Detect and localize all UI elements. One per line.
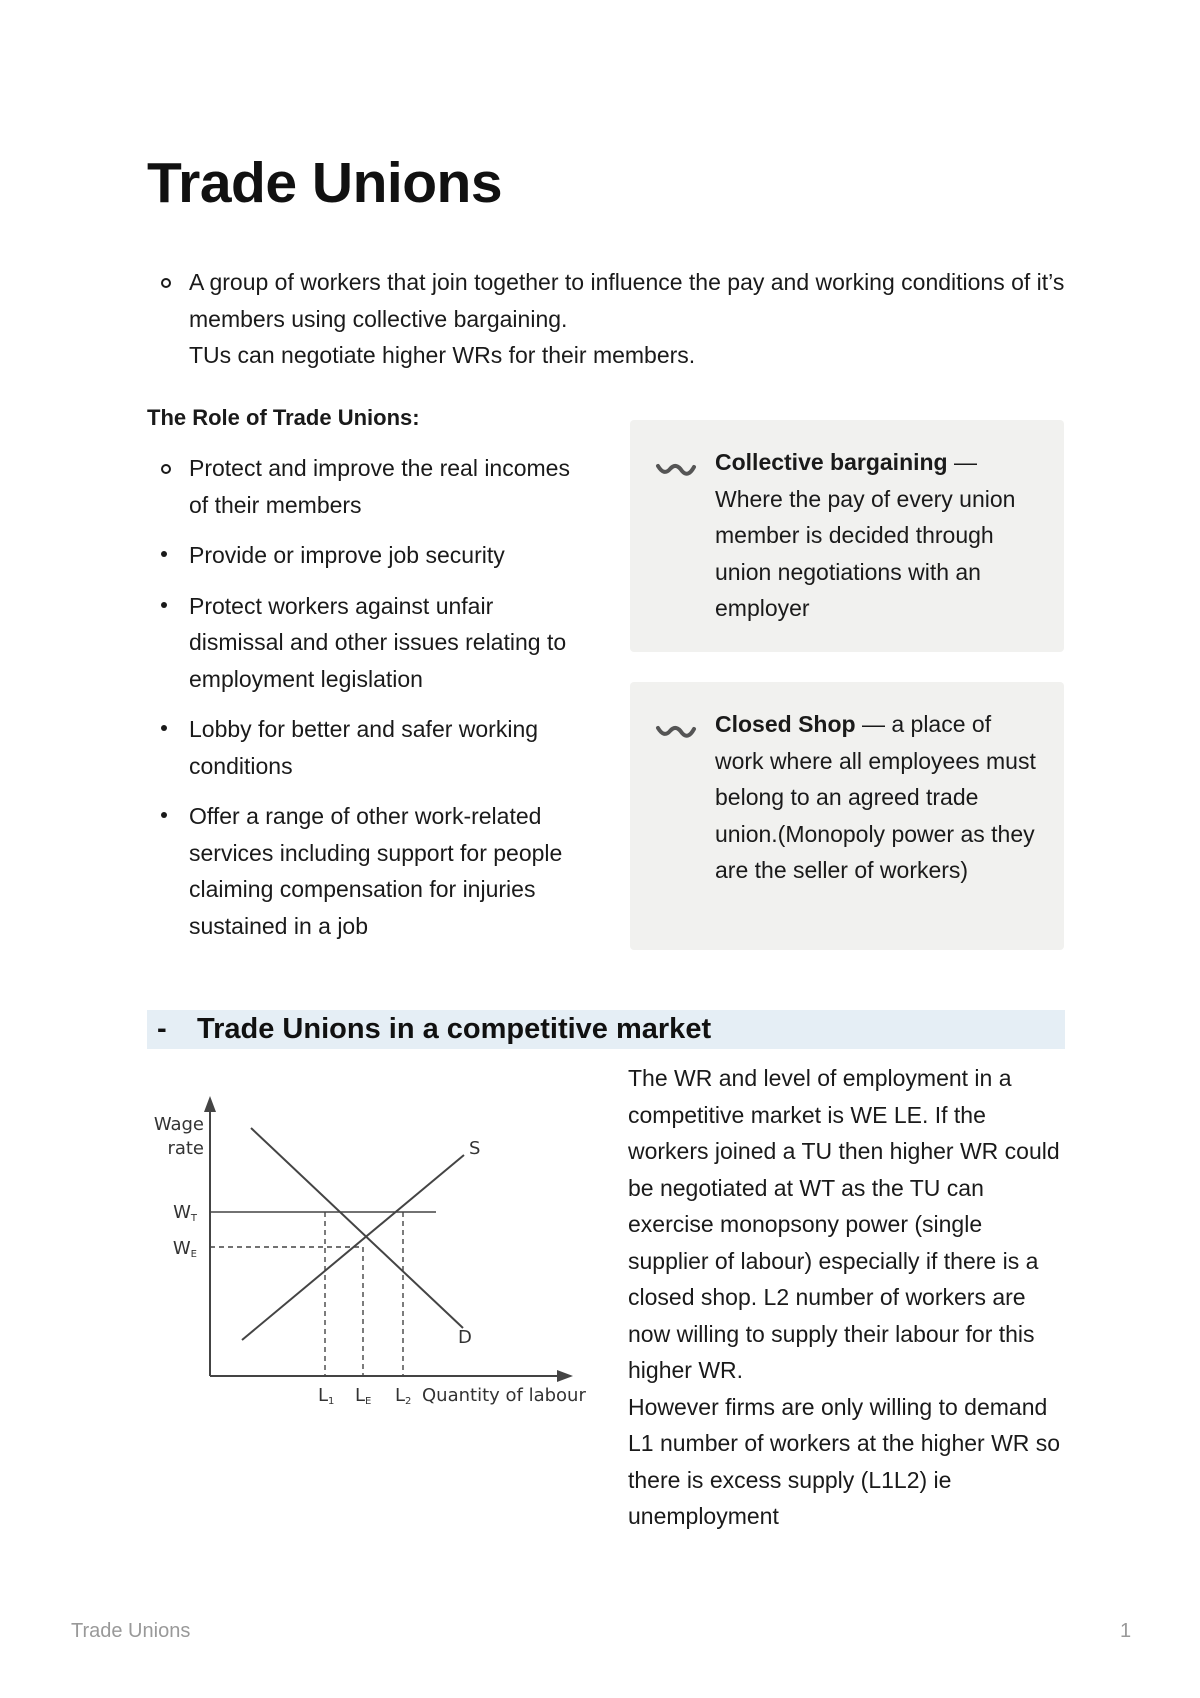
hollow-bullet-icon (161, 278, 171, 288)
callout-term: Closed Shop (715, 711, 856, 737)
intro-definition: A group of workers that join together to influence the pay and working conditions of it’s members using collective bargaining. (189, 269, 1065, 332)
callout-closed-shop (630, 682, 1064, 950)
role-item-text: Offer a range of other work-related services including support for people claiming compensation for injuries sustained in a job (189, 803, 563, 939)
callout-term: Collective bargaining (715, 449, 948, 475)
we-label: WE (172, 1238, 197, 1260)
list-item (147, 537, 587, 574)
callout-text: — Where the pay of every union member is decided through union negotiations with an employer (715, 449, 1016, 621)
section-title: Trade Unions in a competitive market (197, 1013, 712, 1045)
l1-label: L1 (318, 1385, 335, 1407)
intro-list (147, 264, 1077, 374)
callout-text: — a place of work where all employees must belong to an agreed trade union.(Monopoly power as they are the seller of workers) (715, 711, 1036, 883)
wave-icon (655, 722, 697, 742)
section-heading (147, 1010, 1065, 1049)
demand-curve (251, 1128, 463, 1328)
le-label: LE (355, 1385, 372, 1407)
role-item-text: Lobby for better and safer working conditions (189, 716, 539, 779)
filled-bullet-icon (161, 812, 167, 818)
wt-label: WT (173, 1202, 197, 1224)
role-item-text: Protect and improve the real incomes of their members (189, 455, 570, 518)
role-list-block (147, 450, 587, 958)
y-axis-label-line2: rate (167, 1138, 204, 1159)
list-item (147, 711, 587, 784)
callout-collective-bargaining (630, 420, 1064, 652)
list-item (147, 588, 587, 698)
list-item (147, 450, 587, 523)
labour-market-diagram (147, 1088, 587, 1418)
page-number: 1 (1120, 1620, 1132, 1642)
explanation-para1: The WR and level of employment in a competitive market is WE LE. If the workers joined a TU then higher WR could be negotiated at WT as the TU can exercise monopsony power (single supplier of labour) especially if there is a closed shop. L2 number of workers are now willing to supply their labour for this higher WR. (628, 1065, 1060, 1383)
footer-title: Trade Unions (71, 1620, 191, 1642)
page-title: Trade Unions (147, 151, 503, 215)
role-item-text: Protect workers against unfair dismissal and other issues relating to employment legislation (189, 592, 567, 692)
y-axis-arrow-icon (204, 1096, 216, 1112)
section-dash: - (157, 1013, 167, 1045)
list-item (147, 264, 1077, 374)
y-axis-label-line1: Wage (153, 1114, 204, 1135)
explanation-para2: However firms are only willing to demand L1 number of workers at the higher WR so there is excess supply (L1L2) ie unemployment (628, 1393, 1061, 1529)
x-axis-arrow-icon (557, 1370, 573, 1382)
explanation-block (628, 1060, 1068, 1535)
role-heading: The Role of Trade Unions: (147, 405, 420, 430)
filled-bullet-icon (161, 551, 167, 557)
filled-bullet-icon (161, 602, 167, 608)
role-item-text: Provide or improve job security (189, 542, 505, 568)
intro-note: TUs can negotiate higher WRs for their members. (189, 342, 696, 368)
filled-bullet-icon (161, 725, 167, 731)
list-item (147, 798, 587, 944)
demand-label: D (458, 1327, 472, 1348)
role-list (147, 450, 587, 944)
hollow-bullet-icon (161, 464, 171, 474)
wave-icon (655, 460, 697, 480)
x-axis-label: Quantity of labour (422, 1385, 586, 1406)
intro-block (147, 264, 1077, 374)
supply-label: S (469, 1138, 481, 1159)
l2-label: L2 (395, 1385, 412, 1407)
